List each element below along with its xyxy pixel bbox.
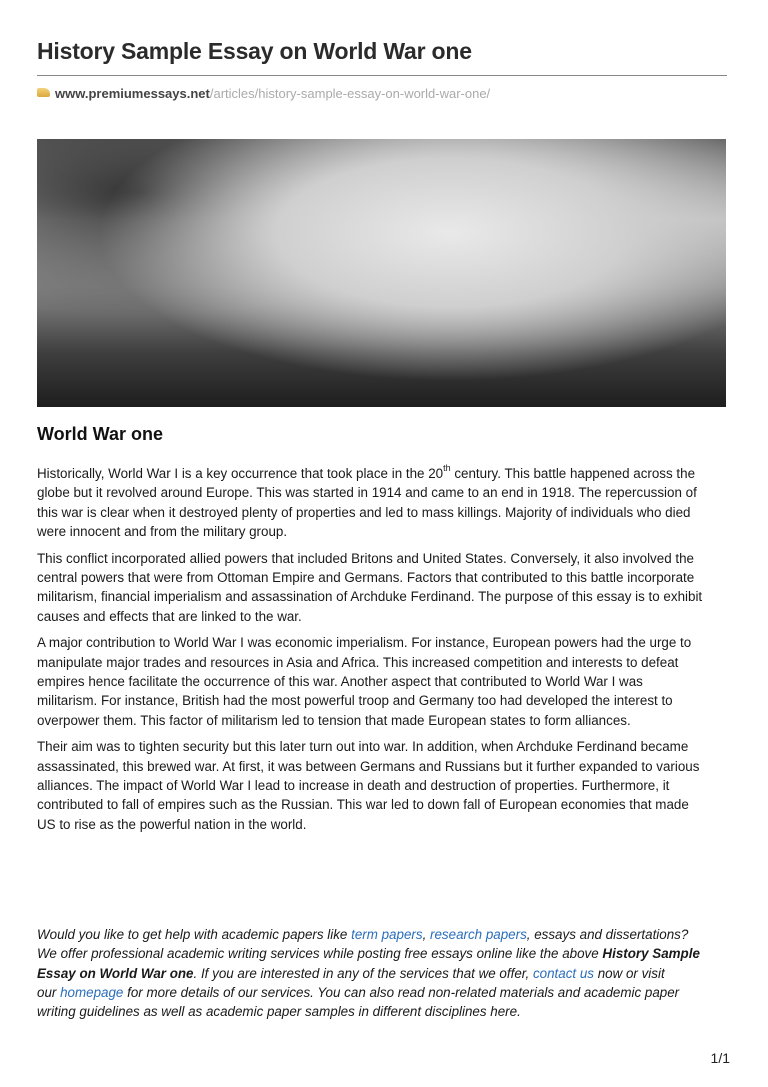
war-photo [37,139,726,407]
text: . If you are interested in any of the services that we offer, [193,965,533,981]
promo-paragraph [37,925,737,1021]
text: for more details of our services. You can also read non-related materials and academic paper [123,984,680,1000]
text-line [37,944,737,963]
text: now or visit [593,965,665,981]
contact-us-link[interactable]: contact us [532,965,594,981]
text-line: Their aim was to tighten security but this later turn out into war. In addition, when Archduke Ferdinand became [37,739,689,755]
paragraph [37,633,737,729]
superscript: th [443,463,451,473]
text-line: assassinated, this brewed war. At first, it was between Germans and Russians but it further expanded to various [37,758,700,774]
source-path[interactable]: /articles/history-sample-essay-on-world-war-one/ [209,86,491,101]
text: , [422,927,431,942]
homepage-link[interactable]: homepage [60,984,124,1000]
bold-text: Essay on World War one [37,965,194,981]
essay-body [37,464,737,841]
title-divider [37,75,727,76]
text: century. This battle happened across the [450,466,696,481]
text: We offer professional academic writing services while posting free essays online like the above [37,946,603,962]
research-papers-link[interactable]: research papers [430,927,527,942]
graduation-cap-icon [37,88,50,97]
section-heading: World War one [37,424,163,444]
text-line: were innocent and from the military group. [37,523,288,539]
text-line: contributed to fall of empires such as the Russian. This war led to down fall of European economies that made [37,797,689,813]
text-line [37,983,737,1002]
text-line: overpower them. This factor of militarism led to tension that made European states to form alliances. [37,712,631,728]
text-line: central powers that were from Ottoman Empire and Germans. Factors that contributed to this battle incorporate [37,569,695,585]
text-line: This conflict incorporated allied powers that included Britons and United States. Conversely, it also involved the [37,550,694,566]
text-line: militarism, financial imperialism and assassination of Archduke Ferdinand. The purpose of this essay is to exhibit [37,589,703,605]
source-host[interactable]: www.premiumessays.net [55,86,210,101]
page-title: History Sample Essay on World War one [37,38,472,64]
source-url[interactable] [37,86,490,101]
text-line: this war is clear when it destroyed plenty of properties and led to mass killings. Majority of individuals who died [37,504,691,520]
text: Would you like to get help with academic papers like [37,927,352,942]
text-line [37,464,737,483]
paragraph [37,737,737,833]
paragraph [37,464,737,541]
text-line: manipulate major trades and resources in Asia and Africa. This increased competition and interests to defeat [37,654,679,670]
text: Historically, World War I is a key occurrence that took place in the 20 [37,466,444,481]
text-line [37,925,737,944]
text-line: alliances. The impact of World War I lead to increase in death and destruction of properties. Furthermore, it [37,777,670,793]
text-line: militarism. For instance, British had the most powerful troop and Germany too had developed the interest to [37,693,673,709]
text: , essays and dissertations? [526,927,689,942]
page-number: 1/1 [710,1050,730,1066]
text-line: writing guidelines as well as academic paper samples in different disciplines here. [37,1004,521,1020]
paragraph [37,549,737,626]
text-line: causes and effects that are linked to the war. [37,608,302,624]
text-line: US to rise as the powerful nation in the world. [37,816,307,832]
term-papers-link[interactable]: term papers [351,927,423,942]
text-line: A major contribution to World War I was economic imperialism. For instance, European powers had the urge to [37,635,692,651]
text-line [37,964,737,983]
bold-text: History Sample [602,946,700,962]
text: our [37,984,61,1000]
text-line: globe but it revolved around Europe. This was started in 1914 and came to an end in 1918. The repercussion of [37,485,697,501]
text-line: empires hence facilitate the occurrence of this war. Another aspect that contributed to World War I was [37,673,643,689]
